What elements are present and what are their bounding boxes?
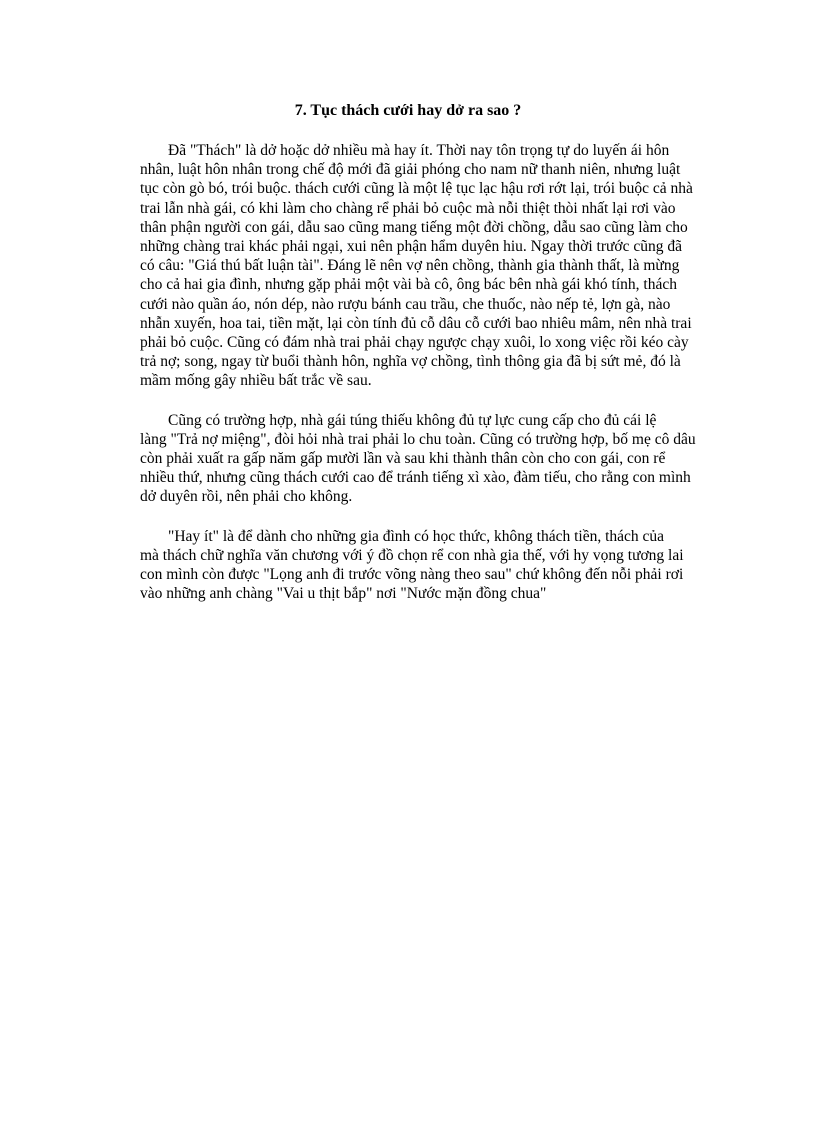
paragraph-line: con mình còn được "Lọng anh đi trước võng nàng theo sau" chứ không đến nỗi phải rơi [140,566,684,584]
paragraph-line: có câu: "Giá thú bất luận tài". Đáng lẽ nên vợ nên chồng, thành gia thành thất, là mừng [140,257,680,275]
paragraph-line: nhiều thứ, nhưng cũng thách cưới cao để tránh tiếng xì xào, đàm tiếu, cho rằng con mình [140,469,691,487]
paragraph-1 [140,141,700,391]
paragraph-line: cưới nào quần áo, nón dép, nào rượu bánh cau trầu, che thuốc, nào nếp tẻ, lợn gà, nào [140,295,671,313]
paragraph-line: "Hay ít" là để dành cho những gia đình có học thức, không thách tiền, thách của [168,527,665,545]
paragraph-line: cho cả hai gia đình, nhưng gặp phải một vài bà cô, ông bác bên nhà gái khó tính, thách [140,276,677,294]
document-body [140,141,700,623]
paragraph-line: mầm mống gây nhiều bất trắc về sau. [140,372,372,390]
paragraph-line: còn phải xuất ra gấp năm gấp mười lần và sau khi thành thân còn cho con gái, con rể [140,450,666,468]
paragraph-line: làng "Trả nợ miệng", đòi hỏi nhà trai phải lo chu toàn. Cũng có trường hợp, bố mẹ cô dâu [140,430,696,448]
paragraph-line: tục còn gò bó, trói buộc. thách cưới cũng là một lệ tục lạc hậu rơi rớt lại, trói buộc cả nhà [140,180,693,198]
document-title: 7. Tục thách cưới hay dở ra sao ? [294,102,522,119]
paragraph-line: phải bỏ cuộc. Cũng có đám nhà trai phải chạy ngược chạy xuôi, lo xong việc rồi kéo cày [140,334,689,352]
paragraph-line: Cũng có trường hợp, nhà gái túng thiếu không đủ tự lực cung cấp cho đủ cái lệ [168,411,657,429]
paragraph-2 [140,411,700,507]
paragraph-line: trai lẫn nhà gái, có khi làm cho chàng rể phải bỏ cuộc mà nỗi thiệt thòi nhất lại rơi vào [140,199,676,217]
paragraph-line: Đã "Thách" là dở hoặc dở nhiều mà hay ít. Thời nay tôn trọng tự do luyến ái hôn [168,142,670,159]
paragraph-line: thân phận người con gái, dẫu sao cũng mang tiếng một đời chồng, dẫu sao cũng làm cho [140,218,688,236]
paragraph-3 [140,527,700,604]
paragraph-line: dở duyên rồi, nên phải cho không. [140,488,353,506]
paragraph-line: mà thách chữ nghĩa văn chương với ý đồ chọn rể con nhà gia thế, với hy vọng tương lai [140,546,684,564]
paragraph-line: nhẫn xuyến, hoa tai, tiền mặt, lại còn tính đủ cỗ dâu cỗ cưới bao nhiêu mâm, nên nhà trai [140,314,692,332]
paragraph-line: nhân, luật hôn nhân trong chế độ mới đã giải phóng cho nam nữ thanh niên, nhưng luật [140,161,681,179]
paragraph-line: những chàng trai khác phải ngại, xui nên phận hẩm duyên hiu. Ngay thời trước cũng đã [140,238,682,256]
paragraph-line: vào những anh chàng "Vai u thịt bắp" nơi "Nước mặn đồng chua" [140,585,547,603]
paragraph-line: trả nợ; song, ngay từ buổi thành hôn, nghĩa vợ chồng, tình thông gia đã bị sứt mẻ, đó là [140,353,681,371]
